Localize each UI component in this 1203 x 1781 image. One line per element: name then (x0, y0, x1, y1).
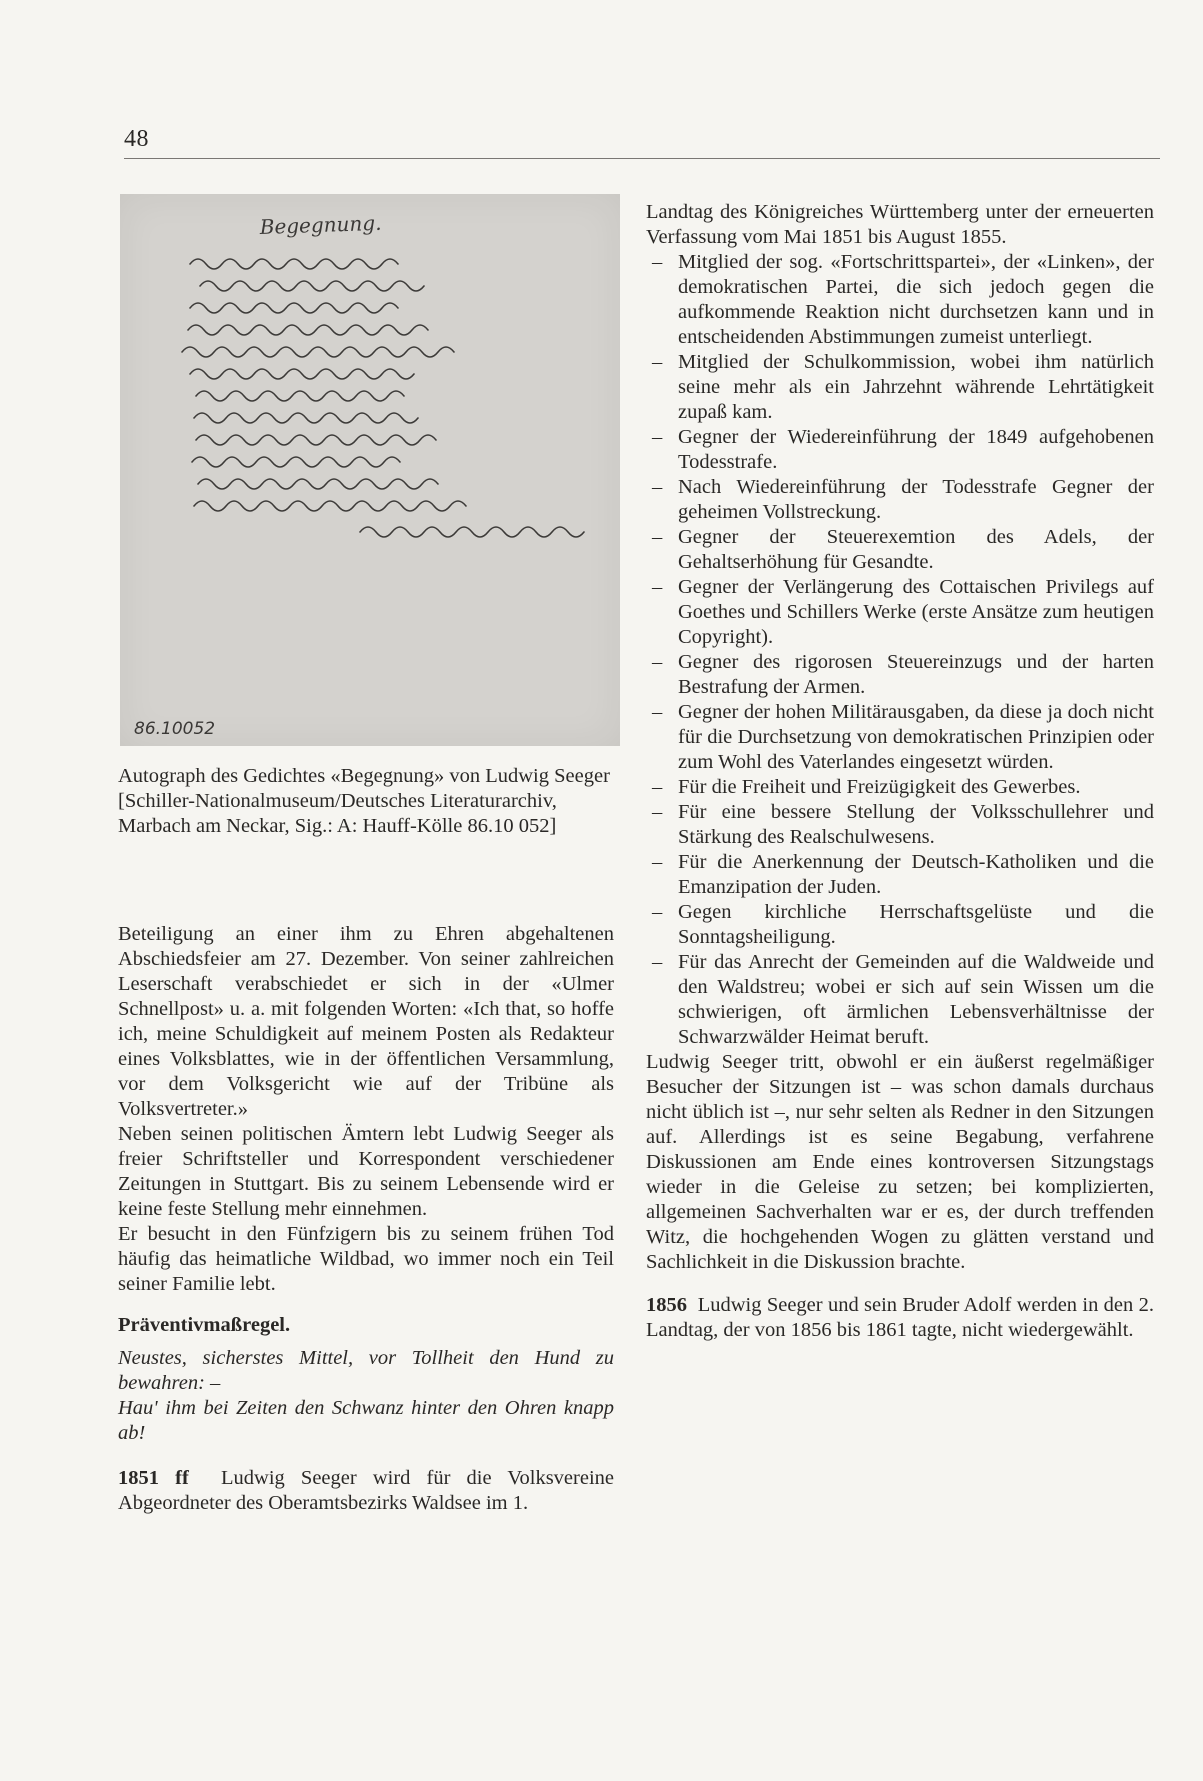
list-item: – Gegner der hohen Militärausgaben, da diese ja doch nicht für die Durchsetzung von demokratischen Prinzipien oder zum Wohl des Vaterlandes eingesetzt würden. (646, 700, 1154, 775)
manuscript-title: Begegnung. (259, 210, 382, 239)
year-label: 1851 ff (118, 1467, 189, 1489)
paragraph: Er besucht in den Fünfzigern bis zu seinem frühen Tod häufig das heimatliche Wildbad, wo immer noch ein Teil seiner Familie lebt. (118, 1223, 614, 1295)
political-points-list (646, 250, 1154, 1050)
figure-caption: Autograph des Gedichtes «Begegnung» von Ludwig Seeger [Schiller-Nationalmuseum/Deutsches Literaturarchiv, Marbach am Neckar, Sig.: A: Hauff-Kölle 86.10 052] (118, 765, 610, 837)
year-text: Ludwig Seeger und sein Bruder Adolf werden in den 2. Landtag, der von 1856 bis 1861 tagte, nicht wiedergewählt. (646, 1294, 1154, 1341)
list-item: – Gegen kirchliche Herrschaftsgelüste und die Sonntagsheiligung. (646, 900, 1154, 950)
list-item: – Für das Anrecht der Gemeinden auf die Waldweide und den Waldstreu; wobei er sich auf sein Wissen um die schwierigen, oft ärmlichen Lebensverhältnisse der Schwarzwälder Heimat beruft. (646, 950, 1154, 1050)
list-item: – Nach Wiedereinführung der Todesstrafe Gegner der geheimen Vollstreckung. (646, 475, 1154, 525)
list-item: – Gegner der Steuerexemtion des Adels, der Gehaltserhöhung für Gesandte. (646, 525, 1154, 575)
handwritten-lines (182, 259, 584, 537)
epigram: Neustes, sicherstes Mittel, vor Tollheit den Hund zu bewahren: – Hau' ihm bei Zeiten den Schwanz hinter den Ohren knapp ab! (118, 1347, 614, 1444)
list-item: – Gegner der Verlängerung des Cottaischen Privilegs auf Goethes und Schillers Werke (erste Ansätze zum heutigen Copyright). (646, 575, 1154, 650)
header-rule (124, 158, 1160, 159)
paragraph: Neben seinen politischen Ämtern lebt Ludwig Seeger als freier Schriftsteller und Korrespondent verschiedener Zeitungen in Stuttgart. Bis zu seinem Lebensende wird er keine feste Stellung mehr einnehmen. (118, 1123, 614, 1220)
year-entry (646, 1293, 1154, 1343)
manuscript-handwriting (120, 194, 620, 746)
left-column (118, 922, 614, 1516)
paragraph: Ludwig Seeger tritt, obwohl er ein äußerst regelmäßiger Besucher der Sitzungen ist – was schon damals durchaus nicht üblich ist –, nur sehr selten als Redner in den Sitzungen auf. Allerdings ist es seine Begabung, verfahrene Diskussionen am Ende eines kontroversen Sitzungstags wieder in die Geleise zu setzen; bei komplizierten, allgemeinen Sachverhalten war er es, der durch treffenden Witz, die hochgehenden Wogen zu glätten verstand und Sachlichkeit in die Diskussion brachte. (646, 1051, 1154, 1273)
paragraph: Beteiligung an einer ihm zu Ehren abgehaltenen Abschiedsfeier am 27. Dezember. Von seiner zahlreichen Leserschaft verabschiedet er sich in der «Ulmer Schnellpost» u. a. mit folgenden Worten: «Ich that, so hoffe ich, meine Schuldigkeit auf meinem Posten als Redakteur eines Volksblattes, wie in der öffentlichen Versammlung, vor dem Volksgericht wie auf der Tribüne als Volksvertreter.» (118, 923, 614, 1120)
list-item: – Mitglied der sog. «Fortschrittspartei», der «Linken», der demokratischen Partei, die sich jedoch gegen die aufkommende Reaktion nicht durchsetzen kann und in entscheidenden Abstimmungen zumeist unterliegt. (646, 250, 1154, 350)
list-item: – Gegner der Wiedereinführung der 1849 aufgehobenen Todesstrafe. (646, 425, 1154, 475)
inventory-number: 86.10052 (134, 719, 216, 739)
list-item: – Mitglied der Schulkommission, wobei ihm natürlich seine mehr als ein Jahrzehnt währende Lehrtätigkeit zupaß kam. (646, 350, 1154, 425)
section-heading: Präventivmaßregel. (118, 1314, 291, 1336)
list-item: – Für die Freiheit und Freizügigkeit des Gewerbes. (646, 775, 1154, 800)
page-number: 48 (124, 126, 149, 152)
right-column (646, 200, 1154, 1343)
year-label: 1856 (646, 1294, 687, 1316)
list-item: – Für eine bessere Stellung der Volksschullehrer und Stärkung des Realschulwesens. (646, 800, 1154, 850)
paragraph: Landtag des Königreiches Württemberg unter der erneuerten Verfassung vom Mai 1851 bis August 1855. (646, 201, 1154, 248)
list-item: – Für die Anerkennung der Deutsch-Katholiken und die Emanzipation der Juden. (646, 850, 1154, 900)
list-item: – Gegner des rigorosen Steuereinzugs und der harten Bestrafung der Armen. (646, 650, 1154, 700)
year-entry (118, 1466, 614, 1516)
year-text: Ludwig Seeger wird für die Volksvereine Abgeordneter des Oberamtsbezirks Waldsee im 1. (118, 1467, 615, 1514)
manuscript-figure (120, 194, 620, 746)
